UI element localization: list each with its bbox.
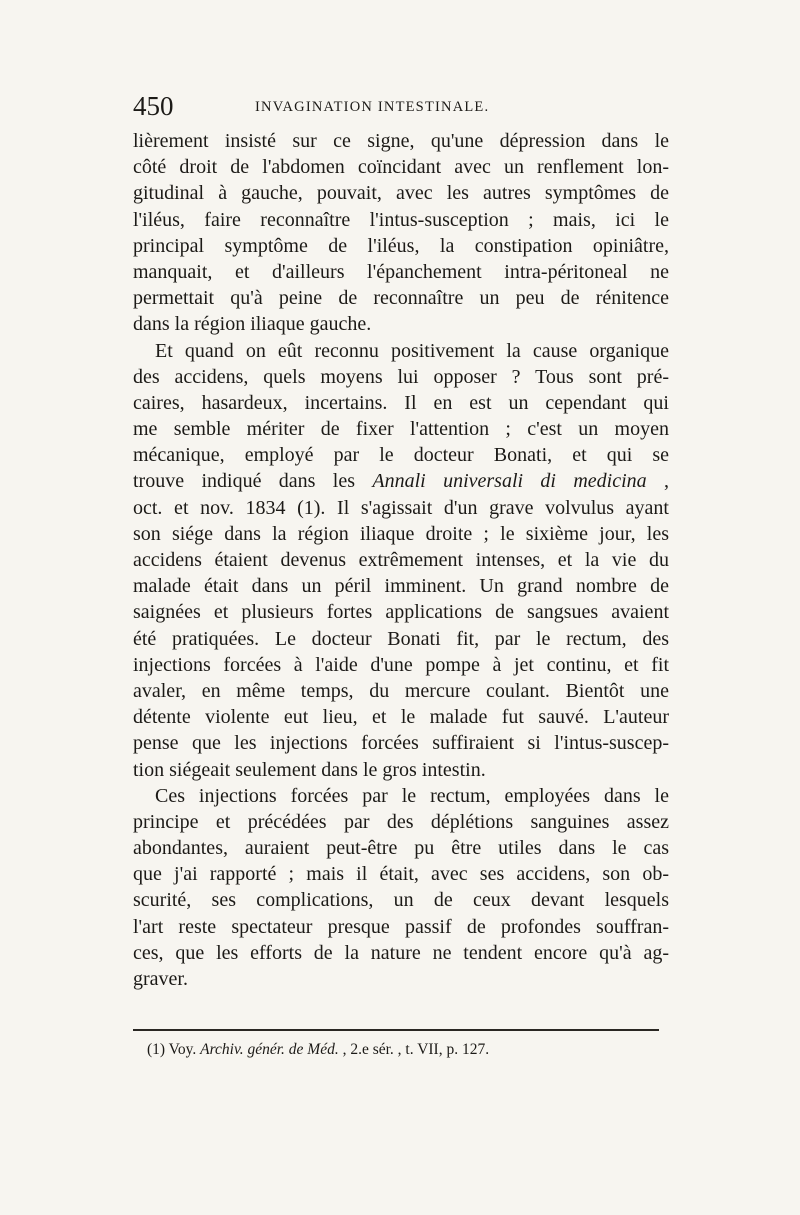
text-segment: ces, que les efforts de la nature ne tendent encore qu'à ag- — [133, 941, 669, 964]
text-segment: l'iléus, faire reconnaître l'intus-susception ; mais, ici le — [133, 208, 669, 231]
page-number: 450 — [133, 91, 174, 121]
text-line — [133, 495, 669, 521]
text-segment: détente violente eut lieu, et le malade fut sauvé. L'auteur — [133, 706, 669, 729]
text-segment: injections forcées à l'aide d'une pompe à jet continu, et fit — [133, 653, 669, 676]
text-segment: gitudinal à gauche, pouvait, avec les autres symptômes de — [133, 182, 669, 205]
text-line — [133, 966, 669, 992]
text-segment: me semble mériter de fixer l'attention ; c'est un moyen — [133, 418, 669, 441]
text-line — [133, 914, 669, 940]
text-segment: mécanique, employé par le docteur Bonati, et qui se — [133, 444, 669, 467]
text-line — [133, 521, 669, 547]
text-segment: des accidens, quels moyens lui opposer ? Tous sont pré- — [133, 365, 669, 388]
text-line — [133, 678, 669, 704]
text-line — [133, 547, 669, 573]
footnote — [147, 1040, 489, 1060]
text-line — [133, 154, 669, 180]
body-text — [133, 128, 669, 992]
text-segment: , — [646, 470, 670, 493]
text-line — [133, 390, 669, 416]
text-line — [133, 442, 669, 468]
text-segment: scurité, ses complications, un de ceux devant lesquels — [133, 889, 669, 912]
text-segment: dans la région iliaque gauche. — [133, 313, 372, 336]
text-segment: été pratiquées. Le docteur Bonati fit, par le rectum, des — [133, 627, 669, 650]
text-line — [133, 835, 669, 861]
text-line — [133, 809, 669, 835]
footnote-rule — [133, 1029, 659, 1031]
text-segment: manquait, et d'ailleurs l'épanchement intra-péritoneal ne — [133, 260, 669, 283]
text-line — [133, 468, 669, 494]
text-line — [133, 599, 669, 625]
text-line — [133, 338, 669, 364]
footnote-source: Archiv. génér. de Méd. — [200, 1041, 339, 1058]
text-segment: principal symptôme de l'iléus, la constipation opiniâtre, — [133, 234, 669, 257]
footnote-suffix: , 2.e sér. , t. VII, p. 127. — [338, 1041, 490, 1058]
text-line — [133, 730, 669, 756]
text-line — [133, 233, 669, 259]
text-segment: son siége dans la région iliaque droite ; le sixième jour, les — [133, 522, 669, 545]
text-line — [133, 757, 669, 783]
text-segment: Ces injections forcées par le rectum, employées dans le — [155, 784, 669, 807]
text-line — [133, 652, 669, 678]
text-line — [133, 861, 669, 887]
text-segment: côté droit de l'abdomen coïncidant avec un renflement lon- — [133, 156, 669, 179]
text-segment: trouve indiqué dans les — [133, 470, 373, 493]
text-segment: malade était dans un péril imminent. Un grand nombre de — [133, 575, 669, 598]
text-line — [133, 364, 669, 390]
text-segment: accidens étaient devenus extrêmement intenses, et la vie du — [133, 549, 669, 571]
text-segment: que j'ai rapporté ; mais il était, avec ses accidens, son ob- — [133, 863, 669, 886]
page-header — [133, 92, 668, 120]
text-line — [133, 285, 669, 311]
text-line — [133, 259, 669, 285]
text-segment: Et quand on eût reconnu positivement la cause organique — [155, 339, 669, 362]
text-segment: oct. et nov. 1834 (1). Il s'agissait d'un grave volvulus ayant — [133, 496, 669, 519]
text-line — [133, 180, 669, 206]
text-line — [133, 940, 669, 966]
text-line — [133, 887, 669, 913]
running-head: INVAGINATION INTESTINALE. — [255, 99, 490, 115]
text-line — [133, 207, 669, 233]
text-segment: principe et précédées par des déplétions sanguines assez — [133, 810, 669, 833]
text-segment: saignées et plusieurs fortes applications de sangsues avaient — [133, 601, 669, 624]
text-segment: l'art reste spectateur presque passif de profondes souffran- — [133, 915, 669, 938]
text-line — [133, 128, 669, 154]
text-segment: avaler, en même temps, du mercure coulant. Bientôt une — [133, 679, 669, 702]
text-segment: tion siégeait seulement dans le gros intestin. — [133, 758, 486, 781]
text-line — [133, 783, 669, 809]
text-segment: lièrement insisté sur ce signe, qu'une dépression dans le — [133, 130, 669, 152]
journal-title: Annali universali di medicina — [372, 470, 647, 493]
text-segment: permettait qu'à peine de reconnaître un peu de rénitence — [133, 287, 669, 310]
text-segment: graver. — [133, 968, 188, 990]
text-line — [133, 416, 669, 442]
text-line — [133, 311, 669, 337]
text-line — [133, 626, 669, 652]
text-line — [133, 704, 669, 730]
text-segment: pense que les injections forcées suffiraient si l'intus-suscep- — [133, 732, 669, 755]
text-line — [133, 573, 669, 599]
footnote-prefix: (1) Voy. — [147, 1041, 201, 1058]
text-segment: abondantes, auraient peut-être pu être utiles dans le cas — [133, 837, 669, 860]
text-segment: caires, hasardeux, incertains. Il en est un cependant qui — [133, 391, 669, 414]
